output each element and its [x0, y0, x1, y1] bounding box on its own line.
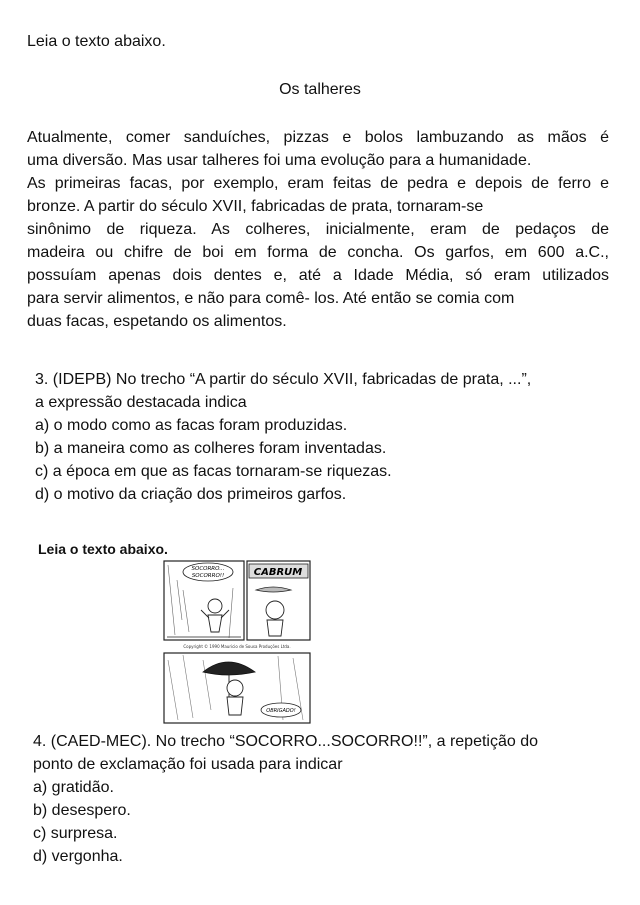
option-d: d) vergonha. — [33, 848, 123, 865]
character-head — [227, 680, 243, 696]
comic-illustration — [163, 560, 311, 724]
copyright-text: Copyright © 1990 Mauricio de Sousa Produções Ltda. — [183, 644, 291, 649]
question-stem: 3. (IDEPB) No trecho “A partir do século XVII, fabricadas de prata, ...”, — [35, 371, 532, 388]
option-b: b) desespero. — [33, 802, 131, 819]
question-4 — [33, 730, 538, 868]
passage — [27, 126, 609, 333]
option-a: a) o modo como as facas foram produzidas. — [35, 417, 348, 434]
balloon-text: SOCORRO... — [191, 566, 225, 572]
character-body — [208, 615, 222, 632]
passage-line: As primeiras facas, por exemplo, eram feitas de pedra e depois de ferro e — [27, 175, 609, 192]
comic-strip — [163, 560, 311, 724]
passage-line: uma diversão. Mas usar talheres foi uma evolução para a humanidade. — [27, 152, 532, 169]
question-stem: 4. (CAED-MEC). No trecho “SOCORRO...SOCORRO!!”, a repetição do — [33, 733, 539, 750]
option-b: b) a maneira como as colheres foram inventadas. — [35, 440, 387, 457]
question-stem: ponto de exclamação foi usada para indicar — [33, 756, 343, 773]
passage-line: possuíam apenas dois dentes e, até a Idade Média, só eram utilizados — [27, 267, 609, 284]
balloon-text: SOCORRO!! — [191, 573, 225, 579]
character-body — [267, 620, 283, 636]
option-c: c) a época em que as facas tornaram-se riquezas. — [35, 463, 392, 480]
passage-line: madeira ou chifre de boi em forma de concha. Os garfos, em 600 a.C., — [27, 244, 609, 261]
question-3 — [35, 368, 531, 506]
text-title: Os talheres — [279, 81, 361, 98]
passage-line: bronze. A partir do século XVII, fabricadas de prata, tornaram-se — [27, 198, 484, 215]
intro-instruction: Leia o texto abaixo. — [27, 33, 166, 50]
intro-instruction-2: Leia o texto abaixo. — [38, 541, 168, 557]
option-c: c) surpresa. — [33, 825, 118, 842]
passage-line: sinônimo de riqueza. As colheres, inicialmente, eram de pedaços de — [27, 221, 609, 238]
character-head — [208, 599, 222, 613]
passage-line: Atualmente, comer sanduíches, pizzas e bolos lambuzando as mãos é — [27, 129, 609, 146]
character-body — [227, 697, 243, 715]
option-d: d) o motivo da criação dos primeiros garfos. — [35, 486, 347, 503]
passage-line: para servir alimentos, e não para comê- los. Até então se comia com — [27, 290, 515, 307]
option-a: a) gratidão. — [33, 779, 114, 796]
sound-effect-text: CABRUM — [253, 567, 303, 578]
character-head — [266, 601, 284, 619]
question-stem: a expressão destacada indica — [35, 394, 247, 411]
passage-line: duas facas, espetando os alimentos. — [27, 313, 287, 330]
balloon-text: OBRIGADO! — [266, 708, 296, 714]
